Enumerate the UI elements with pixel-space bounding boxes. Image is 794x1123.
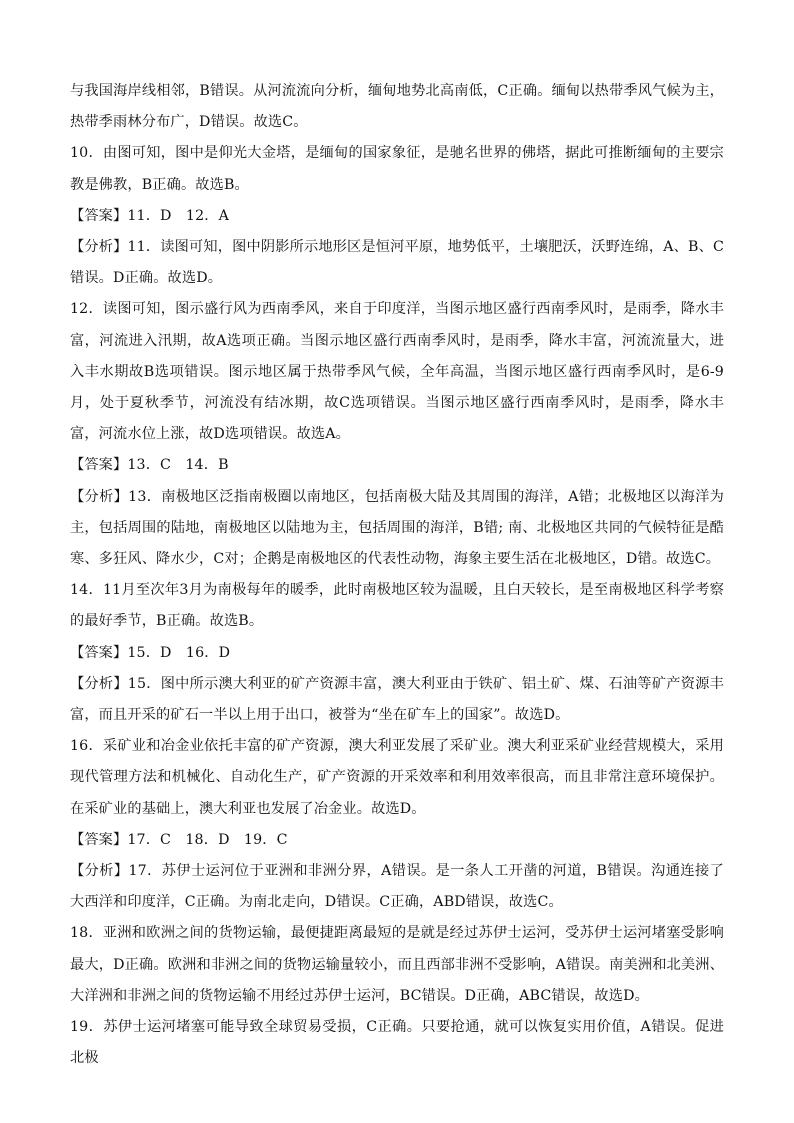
answer-line-13-14: 【答案】13．C 14．B [70,457,229,474]
paragraph-q15-analysis: 【分析】15．图中所示澳大利亚的矿产资源丰富，澳大利亚由于铁矿、铝土矿、煤、石油等矿产资源丰富，而且开采的矿石一半以上用于出口，被誉为“坐在矿车上的国家”。故选D。 [70,675,724,724]
answer-line-15-16: 【答案】15．D 16．D [70,644,231,661]
answer-explanations [70,76,724,1075]
paragraph-q11-analysis: 【分析】11．读图可知，图中阴影所示地形区是恒河平原，地势低平，土壤肥沃，沃野连绵，A、B、C错误。D正确。故选D。 [70,239,724,287]
paragraph-q13-analysis: 【分析】13．南极地区泛指南极圈以南地区，包括南极大陆及其周围的海洋，A错；北极地区以海洋为主，包括周围的陆地，南极地区以陆地为主，包括周围的海洋，B错; 南、北极地区共同的气候特征是酷寒、多狂风、降水少，C对；企鹅是南极地区的代表性动物，海象主要生活在北极地区，D错。故选C。 [70,488,724,568]
paragraph-q18-analysis: 18．亚洲和欧洲之间的货物运输，最便捷距离最短的是就是经过苏伊士运河，受苏伊士运河堵塞受影响最大，D正确。欧洲和非洲之间的货物运输量较小，而且西部非洲不受影响，A错误。南美洲和北美洲、大洋洲和非洲之间的货物运输不用经过苏伊士运河，BC错误。D正确，ABC错误，故选D。 [70,925,724,1004]
paragraph-q10-analysis: 10．由图可知，图中是仰光大金塔，是缅甸的国家象征，是驰名世界的佛塔，据此可推断缅甸的主要宗教是佛教，B正确。故选B。 [70,145,724,193]
paragraph-q9-continuation: 与我国海岸线相邻，B错误。从河流流向分析，缅甸地势北高南低，C正确。缅甸以热带季风气候为主，热带季雨林分布广，D错误。故选C。 [70,83,724,131]
paragraph-q17-analysis: 【分析】17．苏伊士运河位于亚洲和非洲分界，A错误。是一条人工开凿的河道，B错误。沟通连接了大西洋和印度洋，C正确。为南北走向，D错误。C正确，ABD错误，故选C。 [70,863,724,911]
answer-line-17-19: 【答案】17．C 18．D 19．C [70,831,288,848]
answer-line-11-12: 【答案】11．D 12．A [70,207,229,224]
paragraph-q19-analysis: 19．苏伊士运河堵塞可能导致全球贸易受损，C正确。只要抢通，就可以恢复实用价值，A错误。促进北极 [70,1019,724,1067]
paragraph-q14-analysis: 14．11月至次年3月为南极每年的暖季，此时南极地区较为温暖，且白天较长，是至南极地区科学考察的最好季节，B正确。故选B。 [70,582,724,630]
paragraph-q12-analysis: 12．读图可知，图示盛行风为西南季风，来自于印度洋，当图示地区盛行西南季风时，是雨季，降水丰富，河流进入汛期，故A选项正确。当图示地区盛行西南季风时，是雨季，降水丰富，河流流量大，进入丰水期故B选项错误。图示地区属于热带季风气候，全年高温，当图示地区盛行西南季风时，是6-9月，处于夏秋季节，河流没有结冰期，故C选项错误。当图示地区盛行西南季风时，是雨季，降水丰富，河流水位上涨，故D选项错误。故选A。 [70,301,724,443]
paragraph-q16-analysis: 16．采矿业和冶金业依托丰富的矿产资源，澳大利亚发展了采矿业。澳大利亚采矿业经营规模大，采用现代管理方法和机械化、自动化生产，矿产资源的开采效率和利用效率很高，而且非常注意环境保护。在采矿业的基础上，澳大利亚也发展了冶金业。故选D。 [70,738,724,817]
